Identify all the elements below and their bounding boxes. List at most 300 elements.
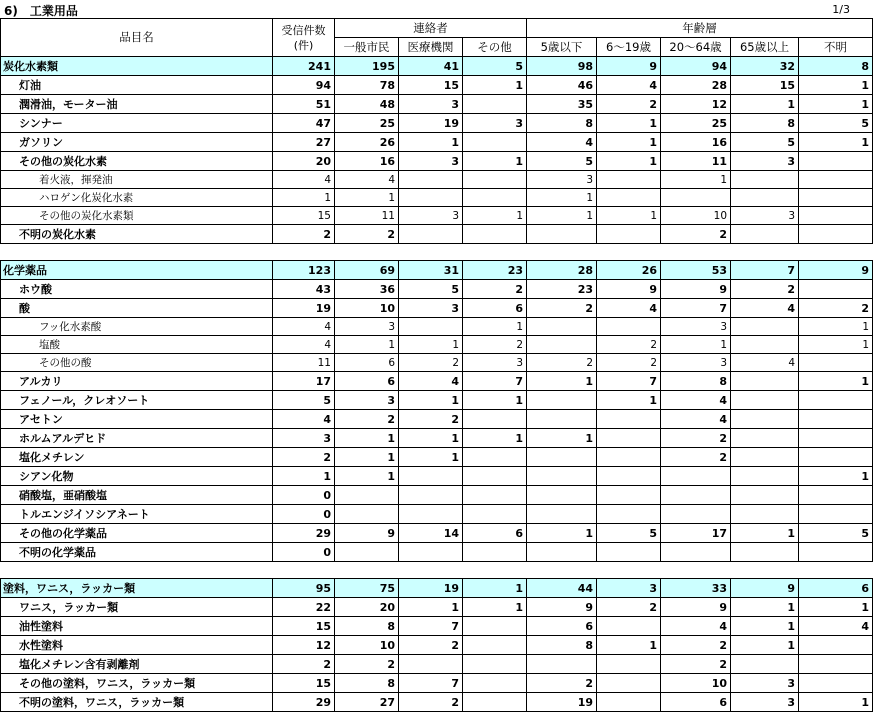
cell-value [799,152,873,171]
cell-value [527,505,597,524]
cell-value: 20 [273,152,335,171]
cell-value: 1 [463,598,527,617]
cell-value [527,448,597,467]
cell-value: 3 [399,207,463,225]
cell-value: 33 [661,579,731,598]
cell-value: 6 [661,693,731,712]
row-label: 塩化メチレン [1,448,273,467]
item-row [1,505,873,524]
cell-value: 5 [273,391,335,410]
cell-value [527,336,597,354]
cell-value: 1 [731,95,799,114]
cell-value: 14 [399,524,463,543]
cell-value: 2 [399,354,463,372]
cell-value: 1 [527,524,597,543]
cell-value: 15 [273,207,335,225]
cell-value: 1 [527,207,597,225]
item-row [1,636,873,655]
cell-value: 78 [335,76,399,95]
cell-value: 35 [527,95,597,114]
cell-value: 11 [335,207,399,225]
cell-value: 2 [597,354,661,372]
subitem-row [1,336,873,354]
cell-value: 94 [661,57,731,76]
cell-value [597,655,661,674]
item-row [1,524,873,543]
cell-value [463,674,527,693]
cell-value: 53 [661,261,731,280]
cell-value: 3 [731,152,799,171]
header-age-unknown: 不明 [799,38,873,57]
row-label: 塩化メチレン含有剥離剤 [1,655,273,674]
cell-value: 12 [273,636,335,655]
cell-value [597,448,661,467]
cell-value: 1 [597,636,661,655]
row-label: 水性塗料 [1,636,273,655]
item-row [1,299,873,318]
subitem-row [1,354,873,372]
cell-value: 6 [463,299,527,318]
cell-value [463,636,527,655]
cell-value: 4 [527,133,597,152]
cell-value: 1 [399,133,463,152]
row-label: 着火液，揮発油 [1,171,273,189]
cell-value [799,448,873,467]
row-label: その他の炭化水素 [1,152,273,171]
cell-value: 195 [335,57,399,76]
cell-value: 1 [731,598,799,617]
cell-value: 29 [273,524,335,543]
cell-value [799,391,873,410]
cell-value [335,505,399,524]
cell-value: 4 [273,171,335,189]
cell-value [661,189,731,207]
cell-value [463,617,527,636]
cell-value: 4 [661,410,731,429]
cell-value: 1 [731,636,799,655]
cell-value [731,505,799,524]
cell-value [661,486,731,505]
item-row [1,598,873,617]
item-row [1,693,873,712]
cell-value: 3 [597,579,661,598]
cell-value [527,225,597,244]
cell-value: 10 [335,636,399,655]
cell-value: 27 [273,133,335,152]
cell-value [463,693,527,712]
section-spacer [1,562,873,579]
cell-value [799,505,873,524]
cell-value: 5 [799,524,873,543]
cell-value: 7 [731,261,799,280]
cell-value: 1 [799,693,873,712]
header-item-name: 品目名 [1,19,273,57]
item-row [1,225,873,244]
cell-value: 25 [661,114,731,133]
item-row [1,114,873,133]
cell-value: 5 [731,133,799,152]
cell-value: 27 [335,693,399,712]
cell-value: 1 [335,429,399,448]
cell-value: 1 [463,318,527,336]
cell-value: 4 [273,410,335,429]
cell-value: 44 [527,579,597,598]
row-label: 潤滑油，モーター油 [1,95,273,114]
cell-value: 47 [273,114,335,133]
cell-value: 11 [661,152,731,171]
cell-value: 1 [273,467,335,486]
header-age-20-64: 20～64歳 [661,38,731,57]
cell-value: 1 [335,336,399,354]
cell-value: 9 [335,524,399,543]
cell-value: 0 [273,486,335,505]
item-row [1,410,873,429]
cell-value: 5 [799,114,873,133]
cell-value: 2 [399,693,463,712]
subitem-row [1,171,873,189]
row-label: 不明の炭化水素 [1,225,273,244]
cell-value: 9 [527,598,597,617]
cell-value: 6 [463,524,527,543]
cell-value [399,655,463,674]
cell-value: 17 [273,372,335,391]
cell-value: 8 [335,674,399,693]
cell-value: 28 [527,261,597,280]
cell-value: 2 [597,95,661,114]
cell-value [597,467,661,486]
header-age-group: 年齢層 [527,19,873,38]
item-row [1,543,873,562]
cell-value: 48 [335,95,399,114]
cell-value: 19 [527,693,597,712]
cell-value: 2 [527,354,597,372]
cell-value: 9 [731,579,799,598]
cell-value: 1 [335,467,399,486]
cell-value [597,693,661,712]
cell-value: 4 [273,336,335,354]
cell-value: 3 [661,318,731,336]
row-label: 化学薬品 [1,261,273,280]
cell-value [463,505,527,524]
cell-value: 2 [731,280,799,299]
item-row [1,280,873,299]
cell-value: 95 [273,579,335,598]
cell-value [527,467,597,486]
cell-value [463,225,527,244]
item-row [1,674,873,693]
cell-value: 2 [661,429,731,448]
row-label: 硝酸塩，亜硝酸塩 [1,486,273,505]
item-row [1,429,873,448]
row-label: その他の化学薬品 [1,524,273,543]
row-label: アセトン [1,410,273,429]
cell-value: 8 [335,617,399,636]
cell-value: 6 [335,372,399,391]
item-row [1,372,873,391]
cell-value: 23 [527,280,597,299]
cell-value: 1 [463,429,527,448]
cell-value: 6 [799,579,873,598]
cell-value: 32 [731,57,799,76]
cell-value: 1 [273,189,335,207]
cell-value: 2 [399,410,463,429]
cell-value: 25 [335,114,399,133]
cell-value [399,318,463,336]
category-row [1,579,873,598]
cell-value: 3 [731,693,799,712]
cell-value: 4 [335,171,399,189]
header-contact-public: 一般市民 [335,38,399,57]
cell-value: 2 [527,299,597,318]
cell-value: 8 [527,114,597,133]
cell-value [335,486,399,505]
cell-value: 8 [799,57,873,76]
cell-value: 9 [799,261,873,280]
cell-value: 8 [661,372,731,391]
row-label: 灯油 [1,76,273,95]
cell-value: 3 [399,152,463,171]
cell-value: 2 [597,598,661,617]
cell-value: 1 [399,448,463,467]
cell-value [463,410,527,429]
subitem-row [1,189,873,207]
cell-value: 9 [661,598,731,617]
cell-value: 1 [463,579,527,598]
cell-value: 4 [661,617,731,636]
cell-value: 8 [731,114,799,133]
cell-value [399,171,463,189]
cell-value [527,410,597,429]
cell-value [399,505,463,524]
cell-value: 22 [273,598,335,617]
row-label: フッ化水素酸 [1,318,273,336]
cell-value [527,391,597,410]
row-label: 不明の化学薬品 [1,543,273,562]
cell-value [399,189,463,207]
cell-value [463,448,527,467]
cell-value [399,467,463,486]
cell-value [399,225,463,244]
cell-value [731,543,799,562]
cell-value: 2 [597,336,661,354]
cell-value: 26 [335,133,399,152]
cell-value [597,505,661,524]
cell-value: 1 [597,391,661,410]
cell-value: 2 [273,225,335,244]
cell-value: 1 [527,429,597,448]
cell-value: 4 [273,318,335,336]
page-number: 1/3 [832,3,850,16]
cell-value: 20 [335,598,399,617]
item-row [1,133,873,152]
cell-value: 3 [731,207,799,225]
cell-value [463,133,527,152]
cell-value [463,655,527,674]
cell-value [597,543,661,562]
cell-value [463,486,527,505]
cell-value: 6 [335,354,399,372]
cell-value: 7 [399,617,463,636]
cell-value [527,486,597,505]
cell-value: 10 [335,299,399,318]
cell-value: 4 [597,299,661,318]
cell-value: 12 [661,95,731,114]
cell-value: 5 [399,280,463,299]
cell-value: 1 [463,207,527,225]
cell-value: 41 [399,57,463,76]
cell-value: 16 [661,133,731,152]
row-label: フェノール，クレオソート [1,391,273,410]
cell-value: 0 [273,543,335,562]
cell-value [731,171,799,189]
cell-value: 1 [463,152,527,171]
cell-value: 1 [799,133,873,152]
row-label: ホウ酸 [1,280,273,299]
cell-value: 3 [399,299,463,318]
cell-value [597,486,661,505]
cell-value: 2 [799,299,873,318]
cell-value: 75 [335,579,399,598]
header-age-0-5: 5歳以下 [527,38,597,57]
cell-value: 43 [273,280,335,299]
cell-value: 31 [399,261,463,280]
category-row [1,261,873,280]
cell-value [661,505,731,524]
cell-value [597,189,661,207]
cell-value: 2 [527,674,597,693]
cell-value [399,543,463,562]
cell-value: 5 [527,152,597,171]
cell-value: 3 [527,171,597,189]
cell-value [731,429,799,448]
cell-value: 2 [661,655,731,674]
cell-value: 1 [799,467,873,486]
cell-value: 4 [597,76,661,95]
cell-value [799,207,873,225]
cell-value: 6 [527,617,597,636]
spacer-cell [1,244,873,261]
item-row [1,95,873,114]
cell-value [799,171,873,189]
cell-value: 4 [399,372,463,391]
cell-value: 9 [597,280,661,299]
cell-value [597,410,661,429]
page-header [0,0,874,18]
item-row [1,617,873,636]
row-label: その他の塗料，ワニス，ラッカー類 [1,674,273,693]
cell-value: 4 [731,354,799,372]
row-label: その他の炭化水素類 [1,207,273,225]
cell-value [731,318,799,336]
cell-value: 9 [597,57,661,76]
cell-value: 26 [597,261,661,280]
row-label: その他の酸 [1,354,273,372]
cell-value: 2 [463,280,527,299]
row-label: 油性塗料 [1,617,273,636]
row-label: ハロゲン化炭化水素 [1,189,273,207]
row-label: ガソリン [1,133,273,152]
cell-value: 36 [335,280,399,299]
row-label: 塩酸 [1,336,273,354]
subitem-row [1,318,873,336]
cell-value: 2 [463,336,527,354]
cell-value [731,655,799,674]
subitem-row [1,207,873,225]
cell-value: 1 [399,336,463,354]
cell-value: 8 [527,636,597,655]
cell-value: 1 [463,76,527,95]
row-label: シアン化物 [1,467,273,486]
cell-value [799,543,873,562]
cell-value: 28 [661,76,731,95]
item-row [1,448,873,467]
cell-value: 4 [661,391,731,410]
header-age-65plus: 65歳以上 [731,38,799,57]
cell-value: 2 [335,655,399,674]
cell-value: 1 [799,336,873,354]
cell-value: 15 [273,674,335,693]
cell-value [527,543,597,562]
cell-value: 4 [731,299,799,318]
item-row [1,467,873,486]
row-label: ワニス，ラッカー類 [1,598,273,617]
cell-value [731,486,799,505]
cell-value: 1 [597,114,661,133]
cell-value: 15 [731,76,799,95]
cell-value: 2 [273,655,335,674]
cell-value: 3 [273,429,335,448]
cell-value [527,318,597,336]
cell-value [463,543,527,562]
cell-value [799,486,873,505]
item-row [1,76,873,95]
cell-value: 1 [731,524,799,543]
cell-value: 51 [273,95,335,114]
cell-value: 2 [661,225,731,244]
cell-value: 1 [597,133,661,152]
cell-value [527,655,597,674]
cell-value: 3 [463,354,527,372]
cell-value: 16 [335,152,399,171]
cell-value [731,410,799,429]
cell-value: 1 [799,318,873,336]
cell-value: 15 [273,617,335,636]
cell-value: 123 [273,261,335,280]
cell-value [463,171,527,189]
cell-value: 5 [597,524,661,543]
row-label: 塗料，ワニス，ラッカー類 [1,579,273,598]
poison-inquiry-table [0,18,873,712]
cell-value [731,372,799,391]
cell-value: 3 [335,318,399,336]
cell-value: 98 [527,57,597,76]
table-header [1,19,873,57]
cell-value [799,410,873,429]
cell-value: 1 [799,76,873,95]
cell-value: 1 [799,598,873,617]
cell-value: 3 [399,95,463,114]
cell-value: 19 [399,579,463,598]
item-row [1,486,873,505]
cell-value: 1 [399,598,463,617]
cell-value [799,636,873,655]
cell-value [799,655,873,674]
header-contact-group: 連絡者 [335,19,527,38]
cell-value: 241 [273,57,335,76]
cell-value [597,674,661,693]
cell-value: 9 [661,280,731,299]
category-row [1,57,873,76]
